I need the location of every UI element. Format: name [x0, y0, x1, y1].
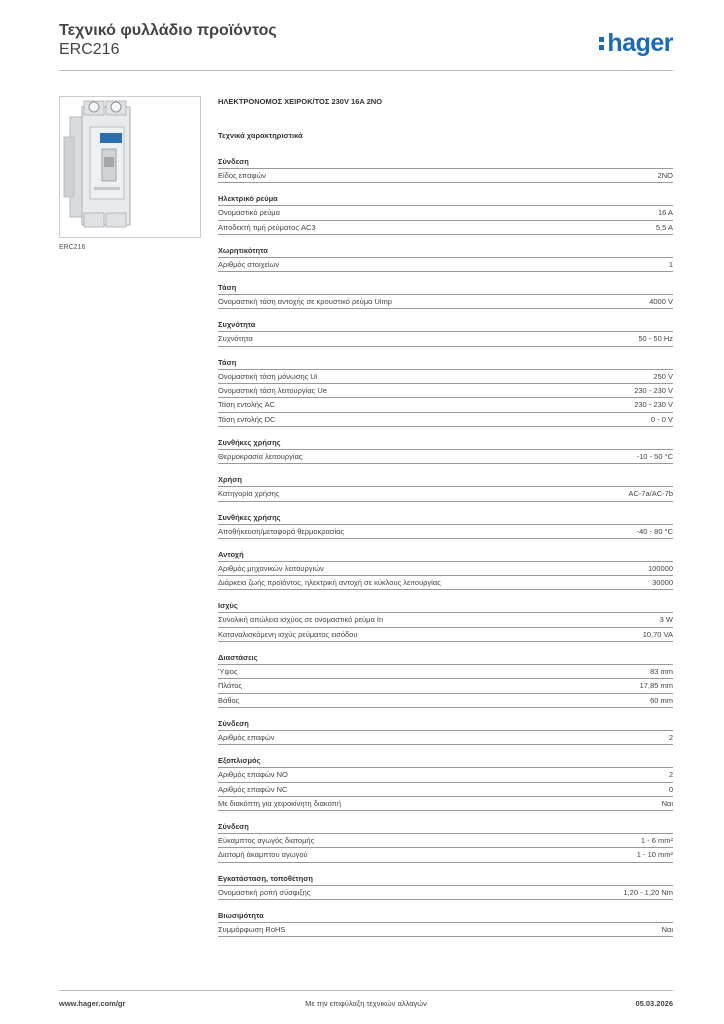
logo-dots-icon: [599, 33, 605, 51]
spec-row: [218, 413, 673, 427]
spec-section: [218, 821, 673, 863]
spec-section: [218, 437, 673, 464]
spec-label: Ονομαστική τάση αντοχής σε κρουστικό ρεύμα Uimp: [218, 297, 392, 307]
spec-label: Αριθμός στοιχείων: [218, 259, 280, 269]
spec-label: Με διακόπτη για χειροκίνητη διακοπή: [218, 798, 341, 808]
footer-note: Με την επιφύλαξη τεχνικών αλλαγών: [305, 999, 427, 1008]
product-name: ΗΛΕΚΤΡΟΝΟΜΟΣ ΧΕΙΡΟΚ/ΤΟΣ 230V 16A 2NO: [218, 97, 383, 106]
page-header: [59, 22, 673, 70]
footer-divider: [59, 990, 673, 991]
spec-value: 2: [668, 732, 673, 742]
spec-label: Συνολική απώλεια ισχύος σε ονομαστικό ρεύμα In: [218, 615, 384, 625]
spec-label: Είδος επαφών: [218, 171, 266, 180]
spec-value: Ναι: [661, 798, 673, 808]
section-title: Εξοπλισμός: [218, 755, 673, 768]
spec-row: [218, 731, 673, 745]
spec-value: 5,5 A: [655, 222, 673, 232]
spec-sections: [218, 156, 673, 937]
spec-value: 2: [668, 770, 673, 780]
spec-value: 230 - 230 V: [634, 386, 673, 396]
spec-value: 83 mm: [650, 667, 673, 677]
spec-row: [218, 370, 673, 384]
spec-section: [218, 245, 673, 272]
spec-row: [218, 332, 673, 346]
spec-label: Αποθήκευση/μεταφορά θερμοκρασίας: [218, 526, 345, 536]
spec-value: 4000 V: [649, 297, 673, 307]
spec-label: Αριθμός μηχανικών λειτουργιών: [218, 563, 324, 573]
spec-label: Πλάτος: [218, 681, 243, 691]
spec-row: [218, 562, 673, 576]
spec-row: [218, 450, 673, 464]
spec-value: 1 - 10 mm²: [636, 850, 673, 860]
spec-label: Κατηγορία χρήσης: [218, 489, 280, 499]
spec-value: 0: [668, 784, 673, 794]
spec-section: [218, 755, 673, 811]
spec-row: [218, 295, 673, 309]
spec-label: Συχνότητα: [218, 334, 253, 344]
spec-value: 30000: [652, 578, 673, 588]
spec-label: Θερμοκρασία λειτουργίας: [218, 451, 303, 461]
spec-value: AC-7a/AC-7b: [628, 489, 673, 499]
spec-value: 10,70 VA: [642, 629, 673, 639]
spec-row: [218, 694, 673, 708]
spec-row: [218, 169, 673, 183]
spec-value: Ναι: [661, 925, 673, 935]
spec-row: [218, 834, 673, 848]
spec-row: [218, 221, 673, 235]
section-title: Σύνδεση: [218, 821, 673, 834]
section-title: Χωρητικότητα: [218, 245, 673, 258]
spec-value: 17,85 mm: [639, 681, 673, 691]
spec-section: [218, 193, 673, 235]
section-title: Χρήση: [218, 474, 673, 487]
section-title: Συνθήκες χρήσης: [218, 512, 673, 525]
spec-row: [218, 665, 673, 679]
spec-row: [218, 258, 673, 272]
spec-label: Ύψος: [218, 667, 238, 677]
spec-row: [218, 923, 673, 937]
spec-sheet: [218, 97, 673, 947]
product-image-caption: ERC216: [59, 244, 86, 251]
spec-value: 250 V: [653, 371, 673, 381]
spec-label: Βάθος: [218, 695, 240, 705]
spec-row: [218, 848, 673, 862]
spec-value: 3 W: [659, 615, 673, 625]
contactor-icon: [60, 97, 200, 237]
footer-date: 05.03.2026: [635, 999, 673, 1008]
spec-label: Ονομαστική τάση λειτουργίας Ue: [218, 386, 327, 396]
spec-label: Ονομαστικό ρεύμα: [218, 208, 280, 218]
spec-section: [218, 652, 673, 708]
spec-row: [218, 628, 673, 642]
spec-value: 230 - 230 V: [634, 400, 673, 410]
hager-logo: hager: [599, 30, 673, 56]
section-title: Τάση: [218, 357, 673, 370]
spec-value: 60 mm: [650, 695, 673, 705]
spec-section: [218, 282, 673, 309]
spec-value: -40 - 80 °C: [636, 526, 673, 536]
document-title: Τεχνικό φυλλάδιο προϊόντος: [59, 22, 277, 39]
product-code: ERC216: [59, 41, 120, 58]
spec-value: 50 - 50 Hz: [638, 334, 673, 344]
spec-section: [218, 357, 673, 427]
spec-row: [218, 384, 673, 398]
section-title: Ηλεκτρικό ρεύμα: [218, 193, 673, 206]
spec-value: -10 - 50 °C: [636, 451, 673, 461]
spec-section: [218, 873, 673, 900]
spec-value: 16 A: [657, 208, 673, 218]
spec-row: [218, 886, 673, 900]
spec-label: Αριθμός επαφών NO: [218, 770, 288, 780]
spec-label: Αποδεκτή τιμή ρεύματος AC3: [218, 222, 316, 232]
footer-website-link[interactable]: www.hager.com/gr: [59, 999, 126, 1008]
spec-section: [218, 512, 673, 539]
header-divider: [59, 70, 673, 71]
spec-value: 1: [668, 259, 673, 269]
section-title: Σύνδεση: [218, 718, 673, 731]
spec-label: Αριθμός επαφών NC: [218, 784, 288, 794]
spec-row: [218, 576, 673, 590]
spec-label: Διάρκεια ζωής προϊόντος, ηλεκτρική αντοχή σε κύκλους λειτουργίας: [218, 578, 441, 588]
section-title: Αντοχή: [218, 549, 673, 562]
spec-label: Τάση εντολής AC: [218, 400, 275, 410]
spec-value: 0 - 0 V: [650, 414, 673, 424]
spec-value: 1,20 - 1,20 Nm: [623, 887, 673, 897]
spec-label: Τάση εντολής DC: [218, 414, 276, 424]
spec-section: [218, 474, 673, 501]
spec-row: [218, 679, 673, 693]
spec-label: Εύκαμπτος αγωγός διατομής: [218, 836, 315, 846]
spec-label: Αριθμός επαφών: [218, 732, 275, 742]
spec-section: [218, 319, 673, 346]
spec-value: 100000: [647, 563, 673, 573]
spec-row: [218, 398, 673, 412]
spec-row: [218, 768, 673, 782]
spec-value: 1 - 6 mm²: [640, 836, 673, 846]
section-title: Βιωσιμότητα: [218, 910, 673, 923]
spec-label: Διατομή άκαμπτου αγωγού: [218, 850, 308, 860]
spec-label: Ονομαστική ροπή σύσφιξης: [218, 887, 311, 897]
spec-row: [218, 613, 673, 627]
spec-section: [218, 156, 673, 183]
section-title: Εγκατάσταση, τοποθέτηση: [218, 873, 673, 886]
spec-value: 2NO: [657, 171, 673, 180]
section-title: Ισχύς: [218, 600, 673, 613]
spec-label: Καταναλισκόμενη ισχύς ρεύματος εισόδου: [218, 629, 358, 639]
spec-section: [218, 910, 673, 937]
spec-row: [218, 206, 673, 220]
spec-row: [218, 487, 673, 501]
spec-row: [218, 525, 673, 539]
spec-label: Ονομαστική τάση μόνωσης Ui: [218, 371, 318, 381]
section-title: Τάση: [218, 282, 673, 295]
spec-row: [218, 783, 673, 797]
section-title: Σύνδεση: [218, 156, 673, 169]
section-title: Συχνότητα: [218, 319, 673, 332]
section-title: Συνθήκες χρήσης: [218, 437, 673, 450]
spec-row: [218, 797, 673, 811]
spec-section: [218, 718, 673, 745]
section-title: Διαστάσεις: [218, 652, 673, 665]
spec-section: [218, 549, 673, 591]
product-image: [59, 96, 201, 238]
spec-section: [218, 600, 673, 642]
spec-label: Συμμόρφωση RoHS: [218, 925, 286, 935]
tech-specs-heading: Τεχνικά χαρακτηριστικά: [218, 131, 303, 140]
